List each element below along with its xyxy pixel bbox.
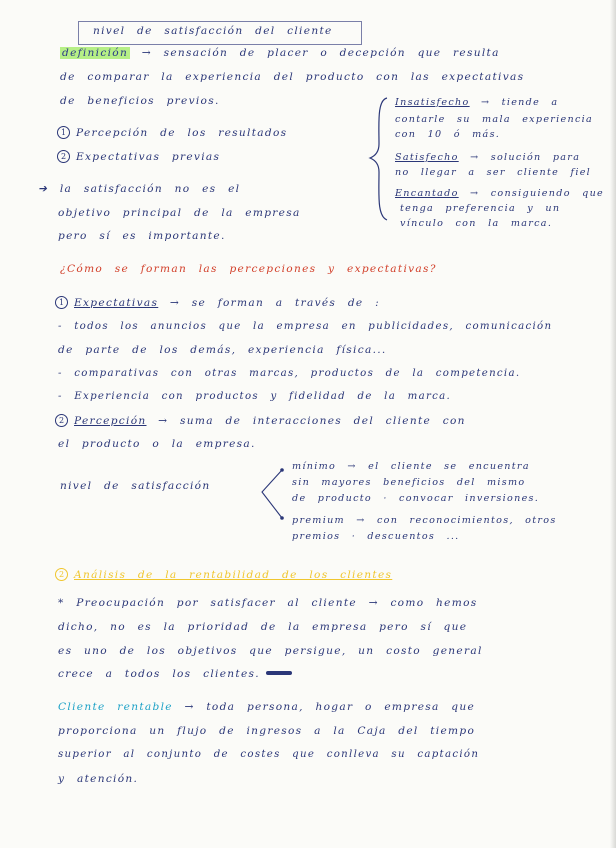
note-line-3: pero sí es importante. bbox=[58, 230, 226, 242]
nivel-option-1a: mínimo → el cliente se encuentra bbox=[292, 461, 530, 472]
expectativas-line bbox=[55, 296, 380, 310]
factor-label-1: Percepción de los resultados bbox=[76, 127, 288, 139]
factor-item-1 bbox=[57, 126, 287, 140]
factor-label-2: Expectativas previas bbox=[76, 151, 221, 163]
arrow-icon: → bbox=[141, 47, 152, 59]
nivel-option-2a: premium → con reconocimientos, otros bbox=[292, 515, 557, 526]
brace-text-2: → solución para bbox=[470, 152, 581, 163]
analisis-item-1: * Preocupación por satisfacer al cliente → como hemos bbox=[58, 597, 478, 609]
rentable-item-2: superior al conjunto de costes que conlleva su captación bbox=[58, 749, 480, 760]
analisis-item-3: es uno de los objetivos que persigue, un costo general bbox=[58, 645, 483, 657]
definition-line-3: de beneficios previos. bbox=[60, 95, 220, 107]
number-1-icon: 1 bbox=[55, 296, 68, 309]
factor-item-2 bbox=[57, 150, 220, 164]
brace-cont-2a: no llegar a ser cliente fiel bbox=[395, 167, 592, 178]
page-title: nivel de satisfacción del cliente bbox=[93, 25, 333, 37]
nivel-option-2b: premios · descuentos ... bbox=[292, 531, 460, 542]
note-line-2: objetivo principal de la empresa bbox=[58, 207, 301, 219]
definition-line-1 bbox=[60, 46, 500, 60]
arrow-right-icon: ➔ bbox=[38, 183, 49, 195]
brace-cont-1b: con 10 ó más. bbox=[395, 129, 501, 140]
expectativas-item-1: - todos los anuncios que la empresa en publicidades, comunicación bbox=[58, 321, 553, 332]
expectativas-item-3: - comparativas con otras marcas, productos de la competencia. bbox=[58, 368, 521, 379]
rentable-arrow-text: → toda persona, hogar o empresa que bbox=[184, 701, 476, 713]
rentable-line bbox=[58, 700, 475, 714]
percepcion-item-1: el producto o la empresa. bbox=[58, 438, 256, 450]
brace-text-3: → consiguiendo que bbox=[470, 188, 605, 199]
analisis-item-2: dicho, no es la prioridad de la empresa pero sí que bbox=[58, 621, 468, 633]
number-2-yellow-icon: 2 bbox=[55, 568, 68, 581]
number-1-icon: 1 bbox=[57, 126, 70, 139]
brace-term-2: Satisfecho bbox=[395, 152, 459, 163]
rentable-term: Cliente rentable bbox=[58, 701, 173, 713]
brace-cont-3a: tenga preferencia y un bbox=[400, 203, 561, 214]
analisis-item-4 bbox=[58, 667, 292, 681]
note-line-1 bbox=[38, 182, 240, 196]
number-2-icon: 2 bbox=[55, 414, 68, 427]
brace-cont-3b: vínculo con la marca. bbox=[400, 218, 553, 229]
definition-line-2: de comparar la experiencia del producto con las expectativas bbox=[60, 71, 525, 83]
nivel-option-1c: de producto · convocar inversiones. bbox=[292, 493, 540, 504]
expectativas-item-2: de parte de los demás, experiencia física... bbox=[58, 344, 387, 356]
rentable-item-3: y atención. bbox=[58, 773, 139, 785]
analisis-heading: Análisis de la rentabilidad de los clientes bbox=[74, 569, 393, 581]
nivel-label: nivel de satisfacción bbox=[60, 480, 211, 492]
branch-icon bbox=[256, 466, 286, 526]
note-text-1: la satisfacción no es el bbox=[59, 183, 241, 195]
question-heading: ¿Cómo se forman las percepciones y expectativas? bbox=[60, 263, 437, 275]
definition-text-1: sensación de placer o decepción que resulta bbox=[163, 47, 500, 59]
brace-term-3: Encantado bbox=[395, 188, 459, 199]
expectativas-heading: Expectativas bbox=[74, 297, 159, 309]
brace-text-1: → tiende a bbox=[480, 97, 559, 108]
analisis-heading-line bbox=[55, 568, 392, 582]
curly-brace-icon bbox=[367, 94, 397, 224]
analisis-item-4-text: crece a todos los clientes. bbox=[58, 668, 260, 680]
expectativas-arrow-text: → se forman a través de : bbox=[169, 297, 381, 309]
nivel-option-1b: sin mayores beneficios del mismo bbox=[292, 477, 526, 488]
brace-term-1: Insatisfecho bbox=[395, 97, 470, 108]
brace-item-1 bbox=[395, 96, 558, 109]
expectativas-item-4: - Experiencia con productos y fidelidad de la marca. bbox=[58, 391, 452, 402]
percepcion-heading: Percepción bbox=[74, 415, 147, 427]
brace-cont-1a: contarle su mala experiencia bbox=[395, 114, 594, 125]
percepcion-arrow-text: → suma de interacciones del cliente con bbox=[158, 415, 466, 427]
scribble-mark bbox=[266, 671, 292, 675]
brace-item-3 bbox=[395, 187, 604, 200]
page-edge-shadow bbox=[610, 0, 616, 848]
percepcion-line bbox=[55, 414, 466, 428]
rentable-item-1: proporciona un flujo de ingresos a la Caja del tiempo bbox=[58, 725, 476, 737]
brace-item-2 bbox=[395, 151, 580, 164]
definition-term: definición bbox=[62, 47, 129, 59]
page-title-box bbox=[78, 21, 362, 45]
number-2-icon: 2 bbox=[57, 150, 70, 163]
